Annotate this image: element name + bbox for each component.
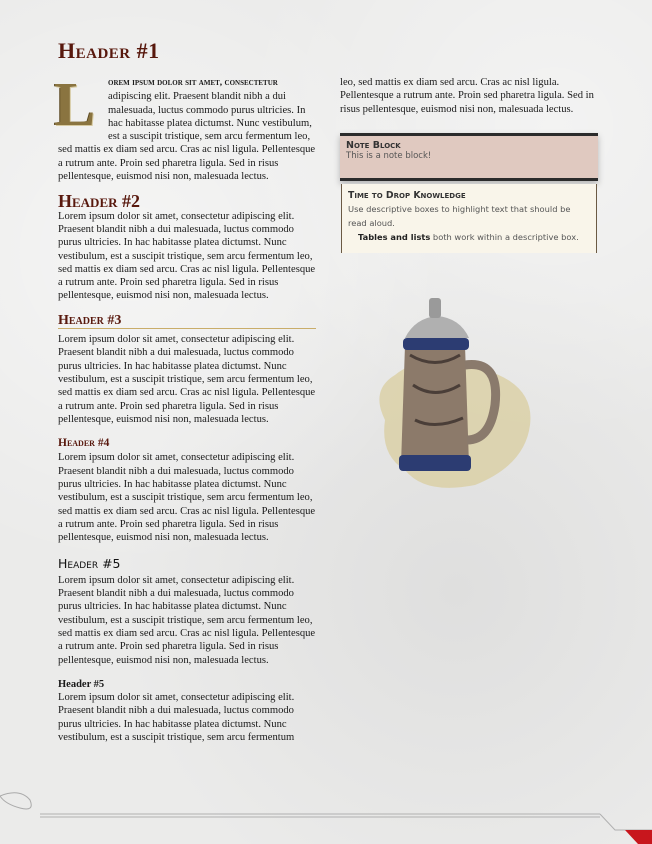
paragraph: Lorem ipsum dolor sit amet, consectetur adipiscing elit. Praesent blandit nibh a dui malesuada, luctus commodo purus ultricies. In hac habitasse platea dictumst. Nunc vestibulum, est a suscipit tristique, sem arcu fermentum [58,692,295,744]
paragraph: Lorem ipsum dolor sit amet, consectetur adipiscing elit. Praesent blandit nibh a dui malesuada, luctus commodo purus ultricies. In hac habitasse platea dictumst. Nunc vestibulum, est a suscipit tristique, sem arcu fermentum leo, sed mattis ex diam sed arcu. Cras ac nisl ligula. Pellentesque a rutrum ante. Proin sed pharetra ligula. Sed in risus pellentesque, euismod nisi non, malesuada lectus. [58,574,316,666]
paragraph-continued: leo, sed mattis ex diam sed arcu. Cras ac nisl ligula. Pellentesque a rutrum ante. Proin sed pharetra ligula. Sed in risus pellentesque, euismod nisi non, malesuada lectus. [340,77,594,115]
header-2: Header #2 [58,191,141,212]
descriptive-bold: Tables and lists [358,232,431,242]
header-1: Header #1 [58,38,160,63]
page-footer-ornament [0,790,652,844]
header-3: Header #3 [58,314,316,329]
beer-stein-image [365,290,540,500]
descriptive-body: Use descriptive boxes to highlight text that should be read aloud. [348,204,571,228]
paragraph: Lorem ipsum dolor sit amet, consectetur adipiscing elit. Praesent blandit nibh a dui malesuada, luctus commodo purus ultricies. In hac habitasse platea dictumst. Nunc vestibulum, est a suscipit tristique, sem arcu fermentum leo, sed mattis ex diam sed arcu. Cras ac nisl ligula. Pellentesque a rutrum ante. Proin sed pharetra ligula. Sed in risus pellentesque, euismod nisi non, malesuada lectus. [58,210,316,302]
descriptive-title: Time to Drop Knowledge [348,190,466,201]
left-column [54,71,316,744]
intro-text: adipiscing elit. Praesent blandit nibh a dui malesuada, luctus commodo purus ultricies. In hac habitasse platea dictumst. Nunc vestibulum, est a suscipit tristique, sem arcu fermentum leo, sed mattis ex diam sed arcu. Cras ac nisl ligula. Pellentesque a rutrum ante. Proin sed pharetra ligula. Sed in risus pellentesque, euismod nisi non, malesuada lectus. [58,91,316,183]
header-6: Header #5 [58,678,105,690]
descriptive-box [341,184,597,253]
page-corner-marker [625,830,652,844]
note-block [340,133,598,181]
descriptive-line [348,230,590,244]
drop-cap: L [54,71,96,139]
note-body: This is a note block! [346,151,432,161]
paragraph: Lorem ipsum dolor sit amet, consectetur adipiscing elit. Praesent blandit nibh a dui malesuada, luctus commodo purus ultricies. In hac habitasse platea dictumst. Nunc vestibulum, est a suscipit tristique, sem arcu fermentum leo, sed mattis ex diam sed arcu. Cras ac nisl ligula. Pellentesque a rutrum ante. Proin sed pharetra ligula. Sed in risus pellentesque, euismod nisi non, malesuada lectus. [58,452,316,544]
paragraph: Lorem ipsum dolor sit amet, consectetur adipiscing elit. Praesent blandit nibh a dui malesuada, luctus commodo purus ultricies. In hac habitasse platea dictumst. Nunc vestibulum, est a suscipit tristique, sem arcu fermentum leo, sed mattis ex diam sed arcu. Cras ac nisl ligula. Pellentesque a rutrum ante. Proin sed pharetra ligula. Sed in risus pellentesque, euismod nisi non, malesuada lectus. [58,334,316,425]
header-4: Header #4 [58,437,110,450]
header-5: Header #5 [58,555,121,571]
note-title: Note Block [346,140,401,151]
right-column [340,76,598,116]
intro-paragraph [54,71,316,183]
intro-first-line: orem ipsum dolor sit amet, consectetur [108,78,278,88]
descriptive-tail: both work within a descriptive box. [430,232,579,242]
